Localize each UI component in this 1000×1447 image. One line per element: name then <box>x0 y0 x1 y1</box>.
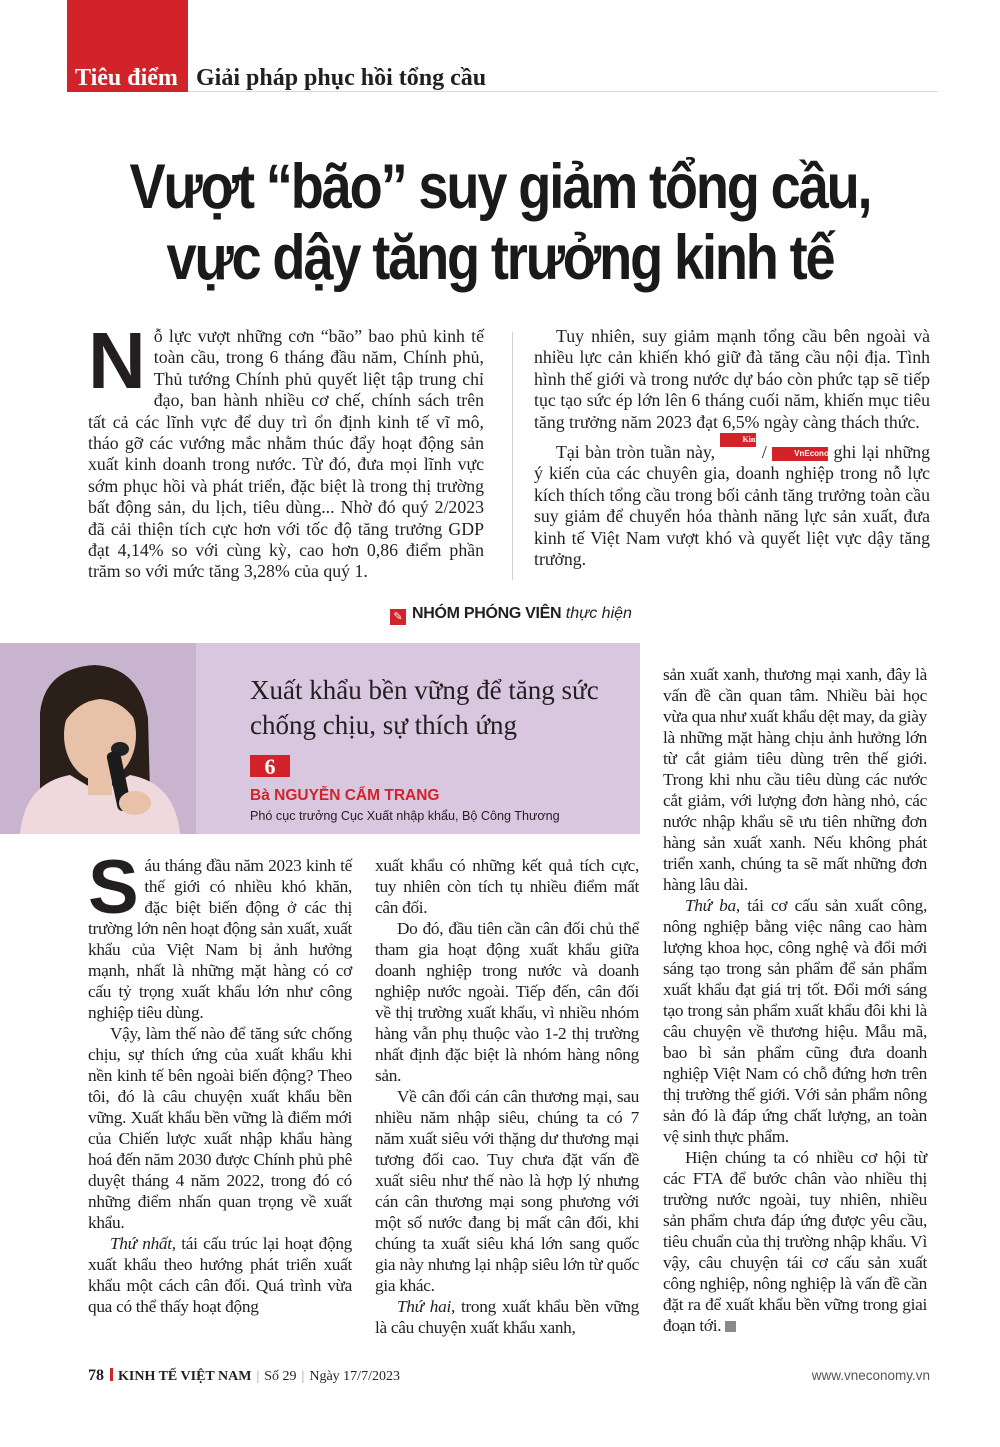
lead-right-paragraph-2 <box>534 433 930 570</box>
lead-dropcap: N <box>88 316 146 405</box>
byline-suffix: thực hiện <box>565 605 632 622</box>
headline-line-2: vực dậy tăng trưởng kinh tế <box>166 223 834 293</box>
issue-number: Số 29 <box>264 1369 297 1384</box>
col3-emphasis: Thứ ba, <box>685 896 740 915</box>
col1-paragraph-2: Vậy, làm thế nào để tăng sức chống chịu, sự thích ứng của xuất khẩu khi nền kinh tế bên ngoài biến động? Theo tôi, đó là câu chuyện xuất khẩu bền vững. Xuất khẩu bền vững là điểm mới của Chiến lược xuất nhập khẩu hàng hoá đến năm 2030 được Chính phủ phê duyệt tháng 4 năm 2022, trong đó có những điểm nhấn quan trọng về xuất khẩu. <box>88 1024 352 1232</box>
col2-paragraph-3: Về cân đối cán cân thương mại, sau nhiều năm nhập siêu, chúng ta có 7 năm xuất siêu với thặng dư thương mại tương đối cao. Tuy chưa đặt vấn đề xuất siêu như thế nào là hợp lý nhưng cán cân thương mại song phương với một số nước đang bị mất cân đối, khi chúng ta xuất siêu khá lớn sang quốc gia này nhưng lại nhập siêu lớn từ quốc gia khác. <box>375 1087 639 1295</box>
lead-p2-end: ghi lại những ý kiến của các chuyên gia, doanh nghiệp trong nỗ lực kích thích tổng cầu trong bối cảnh tăng trưởng toàn cầu suy giảm để chuyển hóa thành năng lực sản xuất, đưa kinh tế Việt Nam vượt khó và quyết liệt vực dậy tăng trưởng. <box>534 442 930 570</box>
article-headline <box>122 152 879 294</box>
website-url: www.vneconomy.vn <box>811 1368 930 1383</box>
col1-paragraph-3 <box>88 1233 352 1317</box>
col2-paragraph-4-text: trong xuất khẩu bền vững là câu chuyện xuất khẩu xanh, <box>375 1297 639 1337</box>
interview-column-1 <box>88 845 353 1317</box>
col1-emphasis: Thứ nhất, <box>110 1234 176 1253</box>
section-tag: Tiêu điểm <box>75 65 178 91</box>
interview-column-3 <box>663 664 927 1336</box>
col3-paragraph-2 <box>663 895 927 1147</box>
col1-paragraph-3-text: tái cấu trúc lại hoạt động xuất khẩu theo hướng phát triển xuất khẩu một cách cân đối. Quá trình vừa qua có thể thấy hoạt động <box>88 1234 353 1316</box>
interview-title: Xuất khẩu bền vững để tăng sức chống chịu, sự thích ứng <box>250 675 599 740</box>
col2-paragraph-1: xuất khẩu có những kết quả tích cực, tuy nhiên còn tích tụ nhiều điểm mất cân đối. <box>375 856 639 917</box>
col2-paragraph-4 <box>375 1296 639 1338</box>
lead-left-column <box>88 316 484 583</box>
interview-dropcap: S <box>88 845 139 930</box>
issue-date: Ngày 17/7/2023 <box>309 1369 400 1384</box>
col2-emphasis: Thứ hai, <box>397 1297 455 1316</box>
byline-team: NHÓM PHÓNG VIÊN <box>412 605 562 622</box>
byline <box>390 604 632 625</box>
speaker-portrait <box>0 643 196 834</box>
col1-paragraph-1: áu tháng đầu năm 2023 kinh tế thế giới có nhiều khó khăn, đặc biệt biến động ở các thị trường lớn nên hoạt động sản xuất, xuất khẩu của Việt Nam bị ảnh hưởng mạnh, nhất là những mặt hàng có cơ cấu tỷ trọng xuất khẩu lớn như công nghiệp tiêu dùng. <box>88 856 352 1022</box>
col3-paragraph-3-text: Hiện chúng ta có nhiều cơ hội từ các FTA để bước chân vào nhiều thị trường nước ngoài, tuy nhiên, nhiều sản phẩm chưa đáp ứng được yêu cầu, tiêu chuẩn của thị trường nhập khẩu. Vì vậy, câu chuyện tái cơ cấu sản xuất công nghiệp, nông nghiệp là vấn đề cần đặt ra để xuất khẩu bền vững trong giai đoạn tới. <box>663 1148 927 1335</box>
vneconomy-logo: VnEconomy <box>772 447 828 461</box>
header-divider <box>188 91 938 92</box>
col3-paragraph-3 <box>663 1147 927 1336</box>
logo-separator: / <box>761 442 767 463</box>
lead-p2-start: Tại bàn tròn tuần này, <box>556 442 716 463</box>
col3-paragraph-2-text: tái cơ cấu sản xuất công, nông nghiệp bằng việc nâng cao hàm lượng khoa học, công nghệ và đổi mới sáng tạo trong sản phẩm để sản phẩm xuất khẩu đạt giá trị tốt. Đổi mới sáng tạo trong sản phẩm xuất khẩu đôi khi là câu chuyện về thương hiệu. Mẫu mã, bao bì sản phẩm cũng đưa doanh nghiệp Việt Nam có chỗ đứng hơn trên thị trường thế giới. Với sản phẩm nông sản đó là đáp ứng chất lượng, an toàn vệ sinh thực phẩm. <box>663 896 927 1146</box>
col3-paragraph-1: sản xuất xanh, thương mại xanh, đây là vấn đề cần quan tâm. Nhiều bài học vừa qua như xuất khẩu dệt may, da giày là những mặt hàng chịu ảnh hưởng lớn từ cắt giảm tiêu dùng trên thế giới. Trong khi nhu cầu tiêu dùng các nước cắt giảm, với lượng đơn hàng nhỏ, các nước nhập khẩu sẽ ưu tiên những đơn hàng sản xuất xanh. Nếu không phát triển xanh, chúng ta sẽ mất những đơn hàng lâu dài. <box>663 665 927 894</box>
lead-right-paragraph-1: Tuy nhiên, suy giảm mạnh tổng cầu bên ngoài và nhiều lực cản khiến khó giữ đà tăng cầu nội địa. Tình hình thế giới và trong nước dự báo còn phức tạp sẽ tiếp tục tạo sức ép lớn lên 6 tháng cuối năm, khiến mục tiêu tăng trưởng năm 2023 đạt 6,5% ngày càng thách thức. <box>534 326 930 432</box>
lead-left-paragraph: ỗ lực vượt những cơn “bão” bao phủ kinh tế toàn cầu, trong 6 tháng đầu năm, Chính phủ, Thủ tướng Chính phủ quyết liệt tập trung chỉ đạo, ban hành nhiều cơ chế, chính sách trên tất cả các lĩnh vực để duy trì ổn định kinh tế vĩ mô, tháo gỡ các vướng mắc nhằm thúc đẩy hoạt động sản xuất kinh doanh trong nước. Từ đó, đưa mọi lĩnh vực sớm phục hồi và phát triển, đặc biệt là trong thị trường bất động sản, du lịch, tiêu dùng... Nhờ đó quý 2/2023 đã cải thiện tích cực hơn với tốc độ tăng trưởng GDP đạt 4,14% so với cùng kỳ, cao hơn 0,86 điểm phần trăm so với mức tăng 3,28% của quý 1. <box>88 326 484 582</box>
page-number: 78 <box>88 1367 104 1384</box>
footer-separator-1: | <box>256 1369 260 1384</box>
footer-left <box>88 1367 400 1386</box>
col2-paragraph-2: Do đó, đầu tiên cần cân đối chủ thể tham gia hoạt động xuất khẩu giữa doanh nghiệp trong nước và doanh nghiệp nước ngoài. Tiếp đến, cân đối về thị trường xuất khẩu, vì nhiều nhóm hàng vẫn phụ thuộc vào 1-2 thị trường nhất định đặc biệt là nhóm hàng nông sản. <box>375 919 639 1085</box>
kinh-te-logo: Kinh tế <box>720 433 756 447</box>
pen-icon: ✎ <box>390 609 406 625</box>
footer-separator-2: | <box>301 1369 305 1384</box>
magazine-name: KINH TẾ VIỆT NAM <box>118 1369 252 1384</box>
lead-right-column <box>534 326 930 570</box>
interview-column-2 <box>375 855 639 1338</box>
lead-column-divider <box>512 332 513 580</box>
footer-red-tick <box>110 1368 113 1381</box>
quote-badge: 6 <box>250 755 290 777</box>
section-title: Giải pháp phục hồi tổng cầu <box>196 65 487 91</box>
end-of-article-icon <box>725 1321 736 1332</box>
headline-line-1: Vượt “bão” suy giảm tổng cầu, <box>129 152 871 222</box>
speaker-role: Phó cục trưởng Cục Xuất nhập khẩu, Bộ Công Thương <box>250 809 560 823</box>
speaker-name: Bà NGUYỄN CẨM TRANG <box>250 787 440 804</box>
